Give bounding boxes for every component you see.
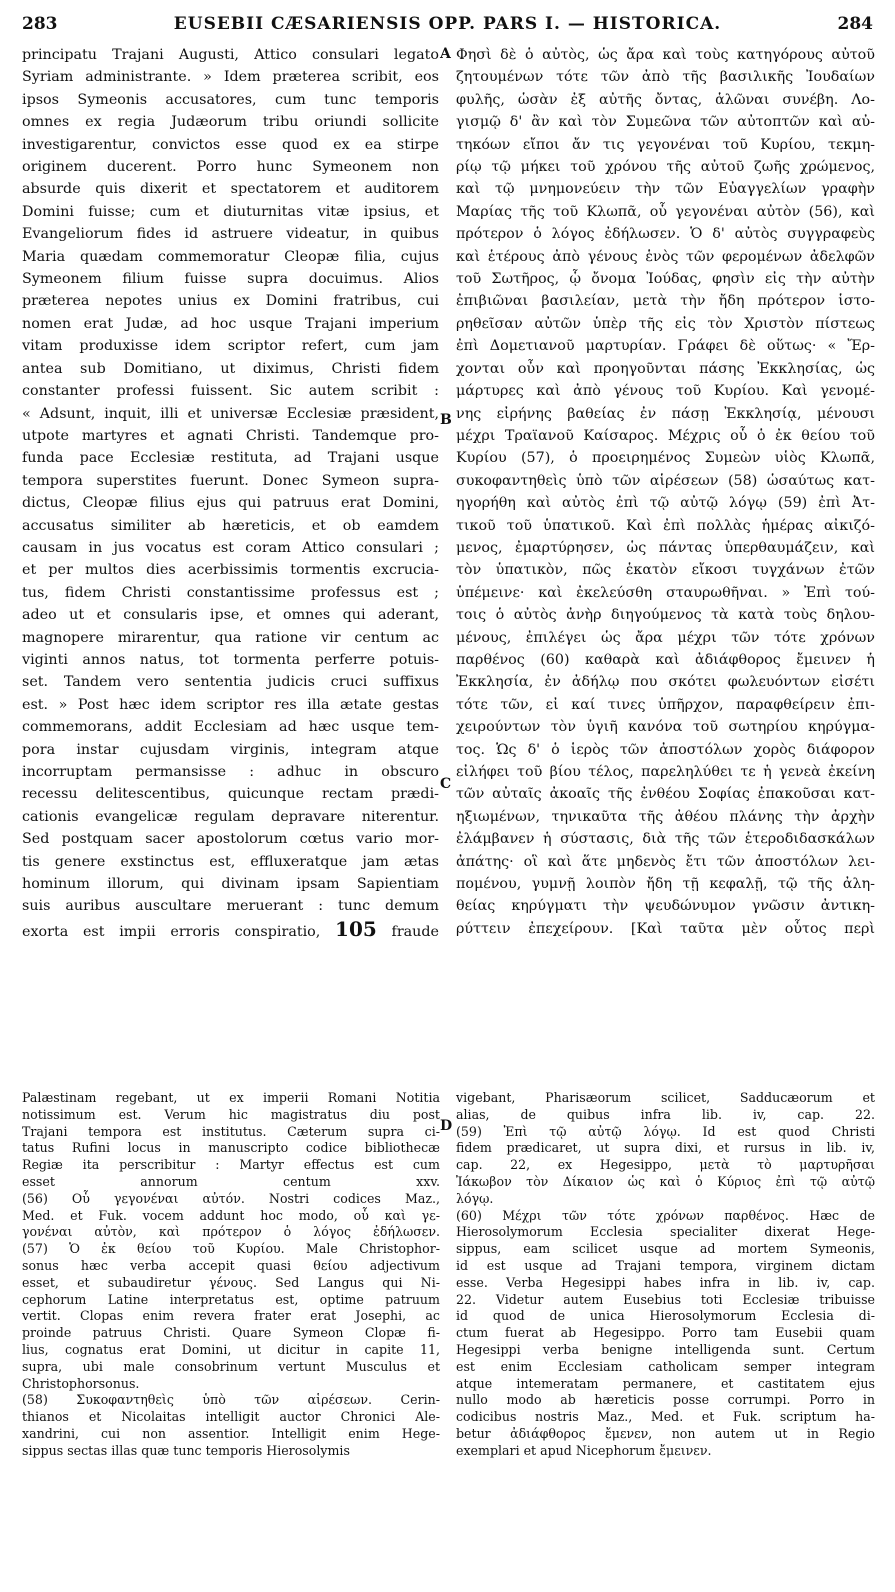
greek-text-line: πρότερον ὁ λόγος ἐδήλωσεν. Ὁ δ' αὐτὸς συγγραφεὺς [456, 226, 875, 243]
footnote-line: proinde patruus Christi. Quare Symeon Clopæ fi- [22, 1325, 440, 1341]
greek-text-line: τικοῦ τοῦ ὑπατικοῦ. Καὶ ἐπὶ πολλὰς ἡμέρας αἰκιζό- [456, 517, 875, 534]
footnote-line: est enim Ecclesiam catholicam semper integram [456, 1358, 875, 1374]
running-title: EUSEBII CÆSARIENSIS OPP. PARS I. — HISTORICA. [173, 14, 722, 34]
latin-text-line: suis auribus auscultare meruerant : tunc demum [22, 898, 439, 915]
greek-text-line: Μαρίας τῆς τοῦ Κλωπᾶ, οὗ γεγονέναι αὐτὸν (56), καὶ [456, 203, 875, 220]
section-marker-d: D [440, 1118, 453, 1134]
greek-text-line: καὶ ἑτέρους ἀπὸ γένους ἑνὸς τῶν φερομένων ἀδελφῶν [456, 248, 875, 265]
greek-text-line: τὸν ὑπατικὸν, πῶς ἑκατὸν εἴκοσι τυγχάνων ἐτῶν [456, 562, 875, 579]
latin-text-line: cationis evangelicæ regulam depravare niterentur. [22, 808, 439, 825]
footnote-line: alias, de quibus infra lib. iv, cap. 22. [456, 1106, 875, 1122]
latin-text-line: utpote martyres et agnati Christi. Tandemque pro- [22, 427, 439, 444]
latin-text-line: Evangeliorum fides id astruere videatur, in quibus [22, 226, 439, 243]
latin-text-line: principatu Trajani Augusti, Attico consulari legato [22, 47, 439, 63]
footnote-line: nullo modo ab hæreticis posse corrumpi. Porro in [456, 1392, 875, 1408]
latin-text-line: constanter professi fuissent. Sic autem scribit : [22, 383, 439, 400]
latin-text-line [22, 918, 439, 943]
greek-text-line: Κυρίου (57), ὁ προειρημένος Συμεὼν υἱὸς Κλωπᾶ, [456, 450, 875, 467]
footnotes-left [22, 1090, 440, 1460]
greek-text-line: ἐπιβιῶναι βασιλείαν, μετὰ τὴν ἤδη πρότερον ἱστο- [456, 293, 875, 310]
footnote-line: vertit. Clopas enim revera frater erat Josephi, ac [22, 1308, 440, 1324]
latin-column [22, 44, 439, 943]
footnote-line: Hegesippi verba benigne intelligenda sunt. Certum [456, 1341, 875, 1357]
greek-text-line: χειρούντων τὸν ὑγιῆ κανόνα τοῦ σωτηρίου κηρύγμα- [456, 719, 875, 736]
footnote-line: esset, et subaudiretur γένους. Sed Langus qui Ni- [22, 1274, 440, 1290]
greek-text-line: ρύττειν ἐπεχείρουν. [Καὶ ταῦτα μὲν οὗτος περὶ [456, 920, 875, 937]
greek-text-line: πομένου, γυμνῇ λοιπὸν ἤδη τῇ κεφαλῇ, τῷ τῆς ἀλη- [456, 876, 875, 893]
footnote-line: Regiæ ita perscribitur : Martyr effectus est cum [22, 1157, 440, 1173]
footnote-line: esse. Verba Hegesippi habes infra in lib. iv, cap. [456, 1274, 875, 1290]
greek-text-line: τοῦ Σωτῆρος, ᾧ ὄνομα Ἰούδας, φησὶν εἰς τὴν αὐτὴν [456, 271, 875, 288]
latin-text-line: Maria quædam commemoratur Cleopæ filia, cujus [22, 248, 439, 265]
greek-text-line: ρηθεῖσαν αὐτῶν ὑπὲρ τῆς εἰς τὸν Χριστὸν πίστεως [456, 315, 875, 332]
latin-text-line: Syriam administrante. » Idem præterea scribit, eos [22, 69, 439, 86]
greek-text-line: ρίῳ τῷ μήκει τοῦ χρόνου τῆς αὐτοῦ ζωῆς χρώμενος, [456, 159, 875, 176]
latin-text-line: tis genere exstinctus est, effluxeratque jam ætas [22, 853, 439, 870]
latin-text-line: antea sub Domitiano, ut diximus, Christi fidem [22, 360, 439, 377]
footnote-line: exemplari et apud Nicephorum ἔμεινεν. [456, 1442, 712, 1458]
footnote-line: cephorum Latine interpretatus est, optime patruum [22, 1291, 440, 1307]
footnote-line: codicibus nostris Maz., Med. et Fuk. scriptum ha- [456, 1409, 875, 1425]
greek-text-line: Ἐκκλησία, ἐν ἀδήλῳ που σκότει φωλευόντων εἰσέτι [456, 674, 875, 691]
latin-line-start: exorta est impii erroris conspiratio, [22, 923, 336, 940]
latin-text-line: adeo ut et consularis ipse, et omnes qui aderant, [22, 607, 439, 624]
footnote-line: id est usque ad Trajani tempora, virginem dictam [456, 1257, 875, 1273]
latin-text-line: originem ducerent. Porro hunc Symeonem non [22, 159, 439, 176]
footnote-line: id quod de unica Hierosolymorum Ecclesia di- [456, 1308, 875, 1324]
greek-text-line: Φησὶ δὲ ὁ αὐτὸς, ὡς ἄρα καὶ τοὺς κατηγόρους αὐτοῦ [456, 47, 875, 63]
latin-text-line: commemorans, addit Ecclesiam ad hæc usque tem- [22, 719, 439, 736]
greek-text-line: τότε τῶν, εἰ καί τινες ὑπῆρχον, παραφθείρειν ἐπι- [456, 696, 875, 713]
section-marker-a: A [440, 46, 451, 62]
footnote-line: vigebant, Pharisæorum scilicet, Sadducæorum et [456, 1090, 875, 1105]
footnote-line: γονέναι αὐτὸν, καὶ πρότερον ὁ λόγος ἐδήλωσεν. [22, 1224, 440, 1240]
footnote-line: sippus, eam scilicet usque ad mortem Symeonis, [456, 1241, 875, 1257]
latin-text-line: præterea nepotes unius ex Domini fratribus, cui [22, 293, 439, 310]
latin-text-line: omnes ex regia Judæorum tribu oriundi sollicite [22, 114, 439, 131]
section-marker-c: C [440, 776, 452, 792]
section-marker-b: B [440, 412, 452, 428]
footnote-line: betur ἀδιάφθορος ἔμενεν, non autem ut in Regio [456, 1425, 875, 1441]
footnote-line: Hierosolymorum Ecclesia specialiter dixerat Hege- [456, 1224, 875, 1240]
footnote-line: (57) Ὁ ἐκ θείου τοῦ Κυρίου. Male Christophor- [22, 1241, 440, 1257]
latin-text-line: est. » Post hæc idem scriptor res illa ætate gestas [22, 696, 439, 713]
greek-text-line: τοις ὁ αὐτὸς ἀνὴρ διηγούμενος τὰ κατὰ τοὺς δηλου- [456, 607, 875, 624]
footnote-line: lius, cognatus erat Domini, ut dicitur in capite 11, [22, 1341, 440, 1357]
latin-text-line: magnopere mirarentur, qua ratione vir centum ac [22, 629, 439, 646]
page-number-left: 283 [22, 14, 58, 34]
greek-text-line: μάρτυρες καὶ ἀπὸ γένους τοῦ Κυρίου. Καὶ γενομέ- [456, 383, 875, 400]
latin-text-line: investigarentur, convictos esse quod ex ea stirpe [22, 136, 439, 153]
greek-text-line: τῶν αὐταῖς ἀκοαῖς τῆς ἐνθέου Σοφίας ἐπακοῦσαι κατ- [456, 786, 875, 803]
greek-text-line: μενος, ἐμαρτύρησεν, ὡς πάντας ὑπερθαυμάζειν, καὶ [456, 539, 875, 556]
latin-text-line: et per multos dies acerbissimis tormentis excrucia- [22, 562, 439, 579]
greek-text-line: μέχρι Τραϊανοῦ Καίσαρος. Μέχρις οὗ ὁ ἐκ θείου τοῦ [456, 427, 875, 444]
greek-text-line: συκοφαντηθεὶς ὑπὸ τῶν αἱρέσεων (58) ὡσαύτως κατ- [456, 472, 875, 489]
footnote-line: cap. 22, ex Hegesippo, μετὰ τὸ μαρτυρῆσαι [456, 1157, 875, 1173]
footnote-line: (56) Οὗ γεγονέναι αὐτόν. Nostri codices Maz., [22, 1190, 440, 1206]
latin-text-line: funda pace Ecclesiæ restituta, ad Trajani usque [22, 450, 439, 467]
greek-text-line: μένους, ἐπιλέγει ὡς ἄρα μέχρι τῶν τότε χρόνων [456, 629, 875, 646]
footnote-line: thianos et Nicolaitas intelligit auctor Chronici Ale- [22, 1409, 440, 1425]
footnote-line: sippus sectas illas quæ tunc temporis Hierosolymis [22, 1442, 350, 1458]
latin-text-line: tus, fidem Christi constantissime professus est ; [22, 584, 439, 601]
footnote-line: esset annorum centum xxv. [22, 1173, 440, 1189]
greek-text-line: ηγορήθη καὶ αὐτὸς ἐπὶ τῷ αὐτῷ λόγῳ (59) ἐπὶ Ἀτ- [456, 495, 875, 512]
latin-text-line: absurde quis dixerit et spectatorem et auditorem [22, 181, 439, 198]
latin-text-line: pora instar cujusdam virginis, integram atque [22, 741, 439, 758]
page-number-right: 284 [837, 14, 873, 34]
greek-text-line: θείας κηρύγματι τὴν ψευδώνυμον γνῶσιν ἀντικη- [456, 898, 875, 915]
latin-text-line: accusatus similiter ab hæreticis, et ob eamdem [22, 517, 439, 534]
latin-text-line: viginti annos natus, tot tormenta perferre potuis- [22, 651, 439, 668]
footnote-line: Trajani tempora est institutus. Cæterum supra ci- [22, 1123, 440, 1139]
greek-text-line: ηξιωμένων, τηνικαῦτα τῆς ἀθέου πλάνης τὴν ἀρχὴν [456, 808, 875, 825]
latin-text-line: dictus, Cleopæ filius ejus qui patruus erat Domini, [22, 495, 439, 512]
footnote-line: ctum fuerat ab Hegesippo. Porro tam Eusebii quam [456, 1325, 875, 1341]
greek-text-line: γισμῷ δ' ἂν καὶ τὸν Συμεῶνα τῶν αὐτοπτῶν καὶ αὐ- [456, 114, 875, 131]
greek-text-line: εἰλήφει τοῦ βίου τέλος, παρεληλύθει τε ἡ γενεὰ ἐκείνη [456, 764, 875, 780]
footnote-line: Ἰάκωβον τὸν Δίκαιον ὡς καὶ ὁ Κύριος ἐπὶ τῷ αὐτῷ [456, 1173, 875, 1189]
greek-text-line: ἐλάμβανεν ἡ σύστασις, διὰ τῆς τῶν ἑτεροδιδασκάλων [456, 831, 875, 848]
latin-text-line: ipsos Symeonis accusatores, cum tunc temporis [22, 91, 439, 108]
greek-text-line: ἐπὶ Δομετιανοῦ μαρτυρίαν. Γράφει δὲ οὕτως· « Ἔρ- [456, 338, 875, 355]
latin-text-line: hominum illorum, qui divinam ipsam Sapientiam [22, 876, 439, 893]
footnote-line: xandrini, cui non assentior. Intelligit enim Hege- [22, 1425, 440, 1441]
footnote-line: Christophorsonus. [22, 1375, 140, 1391]
footnote-line: 22. Videtur autem Eusebius toti Ecclesiæ tribuisse [456, 1291, 875, 1307]
latin-text-line: set. Tandem vero sententia judicis cruci suffixus [22, 674, 439, 691]
footnote-line: sonus hæc verba accepit quasi θείου adjectivum [22, 1257, 440, 1273]
footnote-line: (59) Ἐπὶ τῷ αὐτῷ λόγῳ. Id est quod Christi [456, 1123, 875, 1139]
footnotes-right [456, 1090, 875, 1460]
greek-text-line: ὑπέμεινε· καὶ ἐκελεύσθη σταυρωθῆναι. » Ἐπὶ τού- [456, 584, 875, 601]
footnote-line: Palæstinam regebant, ut ex imperii Romani Notitia [22, 1090, 440, 1105]
greek-text-line: νης εἰρήνης βαθείας ἐν πάσῃ Ἐκκλησίᾳ, μένουσι [456, 405, 875, 422]
greek-text-line: φυλῆς, ὡσὰν ἐξ αὐτῆς ὄντας, ἁλῶναι συνέβη. Λο- [456, 91, 875, 108]
footnote-line: (60) Μέχρι τῶν τότε χρόνων παρθένος. Hæc de [456, 1207, 875, 1223]
footnote-line: notissimum est. Verum hic magistratus diu post [22, 1106, 440, 1122]
latin-text-line: tempora superstites fuerunt. Donec Symeon supra- [22, 472, 439, 489]
latin-text-line: recessu delitescentibus, quicunque rectam prædi- [22, 786, 439, 803]
greek-text-line: καὶ τῷ μνημονεύειν τὴν τῶν Εὐαγγελίων γραφὴν [456, 181, 875, 198]
column-number: 105 [335, 916, 377, 941]
latin-text-line: Domini fuisse; cum et diuturnitas vitæ ipsius, et [22, 203, 439, 220]
footnote-line: supra, ubi male consobrinum vertunt Musculus et [22, 1358, 440, 1374]
footnote-line: (58) Συκοφαντηθεὶς ὑπὸ τῶν αἱρέσεων. Cerin- [22, 1392, 440, 1408]
footnote-line: λόγῳ. [456, 1190, 494, 1206]
greek-text-line: τηκόων εἴποι ἄν τις γεγονέναι τοῦ Κυρίου, τεκμη- [456, 136, 875, 153]
latin-text-line: vitam produxisse idem scriptor refert, cum jam [22, 338, 439, 355]
latin-text-line: causam in jus vocatus est coram Attico consulari ; [22, 539, 439, 556]
latin-text-line: incorruptam permansisse : adhuc in obscuro [22, 764, 439, 780]
latin-text-line: Sed postquam sacer apostolorum cœtus vario mor- [22, 831, 439, 848]
greek-text-line: ἀπάτης· οἳ καὶ ἅτε μηδενὸς ἔτι τῶν ἀποστόλων λει- [456, 853, 875, 870]
greek-text-line: παρθένος (60) καθαρὰ καὶ ἀδιάφθορος ἔμεινεν ἡ [456, 651, 875, 668]
greek-text-line: ζητουμένων τότε τῶν ἀπὸ τῆς βασιλικῆς Ἰουδαίων [456, 69, 875, 86]
footnote-line: tatus Rufini locus in manuscripto codice bibliothecæ [22, 1140, 440, 1156]
greek-column [456, 44, 875, 940]
latin-text-line: nomen erat Judæ, ad hoc usque Trajani imperium [22, 315, 439, 332]
latin-text-line: « Adsunt, inquit, illi et universæ Ecclesiæ præsident, [22, 405, 439, 422]
greek-text-line: τος. Ὡς δ' ὁ ἱερὸς τῶν ἀποστόλων χορὸς διάφορον [456, 741, 875, 758]
footnote-line: fidem prædicaret, ut supra dixi, et rursus in lib. iv, [456, 1140, 875, 1156]
latin-line-end: fraude [376, 923, 439, 940]
latin-text-line: Symeonem filium fuisse supra docuimus. Alios [22, 271, 439, 288]
footnote-line: Med. et Fuk. vocem addunt hoc modo, οὗ καὶ γε- [22, 1207, 440, 1223]
greek-text-line: χονται οὖν καὶ προηγοῦνται πάσης Ἐκκλησίας, ὡς [456, 360, 875, 377]
footnote-line: atque intemeratam permanere, et castitatem ejus [456, 1375, 875, 1391]
